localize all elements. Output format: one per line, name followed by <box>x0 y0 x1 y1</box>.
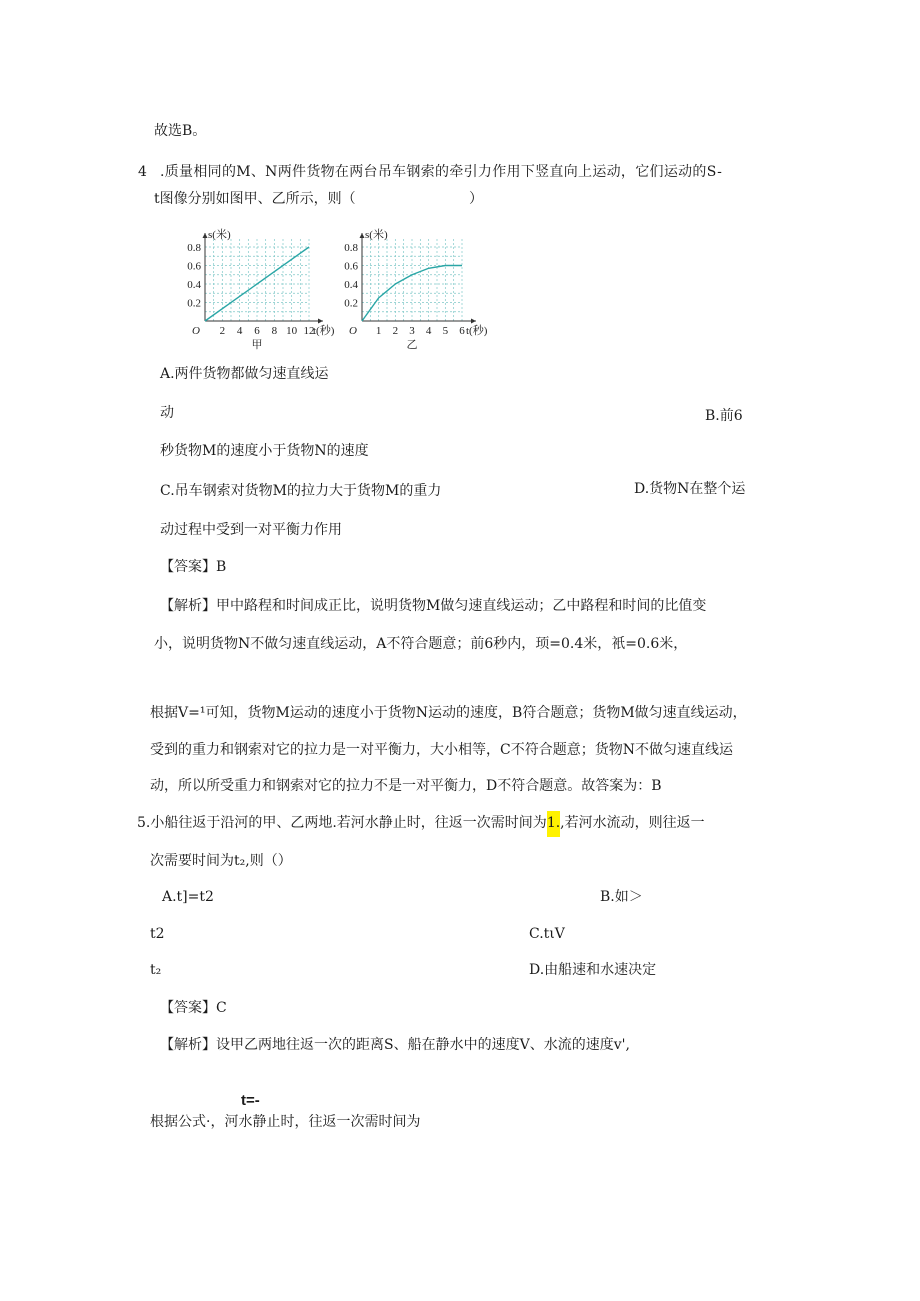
answer-5: 【答案】C <box>160 1000 227 1016</box>
y-tick-label: 0.2 <box>344 297 358 310</box>
origin-label: O <box>349 325 357 337</box>
option-5b-cont: t2 <box>150 926 165 942</box>
y-axis-arrow-icon <box>203 233 208 238</box>
answer-4: 【答案】B <box>160 559 227 575</box>
option-b-cont: 秒货物M的速度小于货物N的速度 <box>160 443 369 459</box>
formula: t=- <box>241 1092 260 1109</box>
explanation-4-line-3: 根据V=¹可知，货物M运动的速度小于货物N运动的速度，B符合题意；货物M做匀速直线运动， <box>150 705 747 721</box>
explanation-4-line-4: 受到的重力和钢索对它的拉力是一对平衡力，大小相等，C不符合题意；货物N不做匀速直线运 <box>150 742 733 758</box>
x-tick-label: 3 <box>409 325 415 337</box>
option-5c-cont: t₂ <box>150 962 162 978</box>
y-tick-label: 0.2 <box>187 297 201 310</box>
y-tick-label: 0.6 <box>344 260 358 273</box>
explanation-5-line-1: 【解析】设甲乙两地往返一次的距离S、船在静水中的速度V、水流的速度v', <box>160 1037 630 1053</box>
origin-label: O <box>192 325 200 337</box>
question-5-text <box>137 813 705 833</box>
y-axis-arrow-icon <box>360 233 365 238</box>
option-c: C.吊车钢索对货物M的拉力大于货物M的重力 <box>160 483 442 499</box>
x-tick-label: 4 <box>236 325 243 337</box>
option-d: D.货物N在整个运 <box>634 481 746 497</box>
question-4-text: .质量相同的M、N两件货物在两台吊车钢索的牵引力作用下竖直向上运动，它们运动的S- <box>160 164 723 180</box>
option-a-cont: 动 <box>160 405 174 421</box>
explanation-4-line-2: 小，说明货物N不做匀速直线运动，A不符合题意；前6秒内，顼=0.4米，衹=0.6米， <box>154 636 688 652</box>
x-axis-arrow-icon <box>318 319 323 324</box>
highlighted-text: 1. <box>547 811 560 837</box>
x-axis-label: t(秒) <box>313 325 335 337</box>
question-4-paren-close: ） <box>469 191 483 207</box>
x-tick-label: 2 <box>219 325 226 337</box>
option-b: B.前6 <box>705 408 743 424</box>
y-axis-label: s(米) <box>365 229 388 241</box>
chart-yi <box>325 225 495 353</box>
x-tick-label: 6 <box>254 325 260 337</box>
option-a: A.两件货物都做匀速直线运 <box>160 366 329 382</box>
x-axis-arrow-icon <box>471 319 476 324</box>
x-tick-label: 12 <box>303 325 315 337</box>
option-5a: A.t]=t2 <box>162 889 214 905</box>
option-5c: C.tιV <box>529 926 565 942</box>
x-tick-label: 4 <box>425 325 432 337</box>
conclusion-line: 故选B。 <box>154 123 207 139</box>
x-tick-label: 5 <box>442 325 449 337</box>
x-tick-label: 10 <box>286 325 298 337</box>
chart-jia <box>168 225 348 353</box>
explanation-4-line-5: 动，所以所受重力和钢索对它的拉力不是一对平衡力，D不符合题意。故答案为：B <box>150 778 662 794</box>
question-4-text-cont: t图像分别如图甲、乙所示，则（ <box>154 191 356 207</box>
chart-caption: 甲 <box>251 339 263 351</box>
y-tick-label: 0.8 <box>344 242 358 254</box>
y-tick-label: 0.4 <box>187 279 201 291</box>
question-5-text-part-2: ,若河水流动，则往返一 <box>560 815 705 831</box>
y-axis-label: s(米) <box>208 229 231 241</box>
x-tick-label: 8 <box>271 325 278 337</box>
option-5d: D.由船速和水速决定 <box>529 962 657 978</box>
explanation-5-line-2: 根据公式·，河水静止时，往返一次需时间为 <box>150 1114 421 1130</box>
x-tick-label: 2 <box>392 325 399 337</box>
x-tick-label: 1 <box>375 325 382 337</box>
chart-caption: 乙 <box>406 339 418 351</box>
question-5-text-part-1: 5.小船往返于沿河的甲、乙两地.若河水静止时，往返一次需时间为 <box>137 815 547 831</box>
question-number: 4 <box>138 164 147 180</box>
x-tick-label: 6 <box>459 325 465 337</box>
y-tick-label: 0.4 <box>344 279 358 291</box>
x-axis-label: t(秒) <box>466 325 488 337</box>
y-tick-label: 0.6 <box>187 260 201 273</box>
question-5-text-cont: 次需要时间为t₂,则（） <box>150 853 292 869</box>
option-d-cont: 动过程中受到一对平衡力作用 <box>160 522 342 538</box>
y-tick-label: 0.8 <box>187 242 201 254</box>
explanation-4-line-1: 【解析】甲中路程和时间成正比，说明货物M做匀速直线运动；乙中路程和时间的比值变 <box>160 598 707 614</box>
option-5b: B.如＞ <box>600 889 643 905</box>
